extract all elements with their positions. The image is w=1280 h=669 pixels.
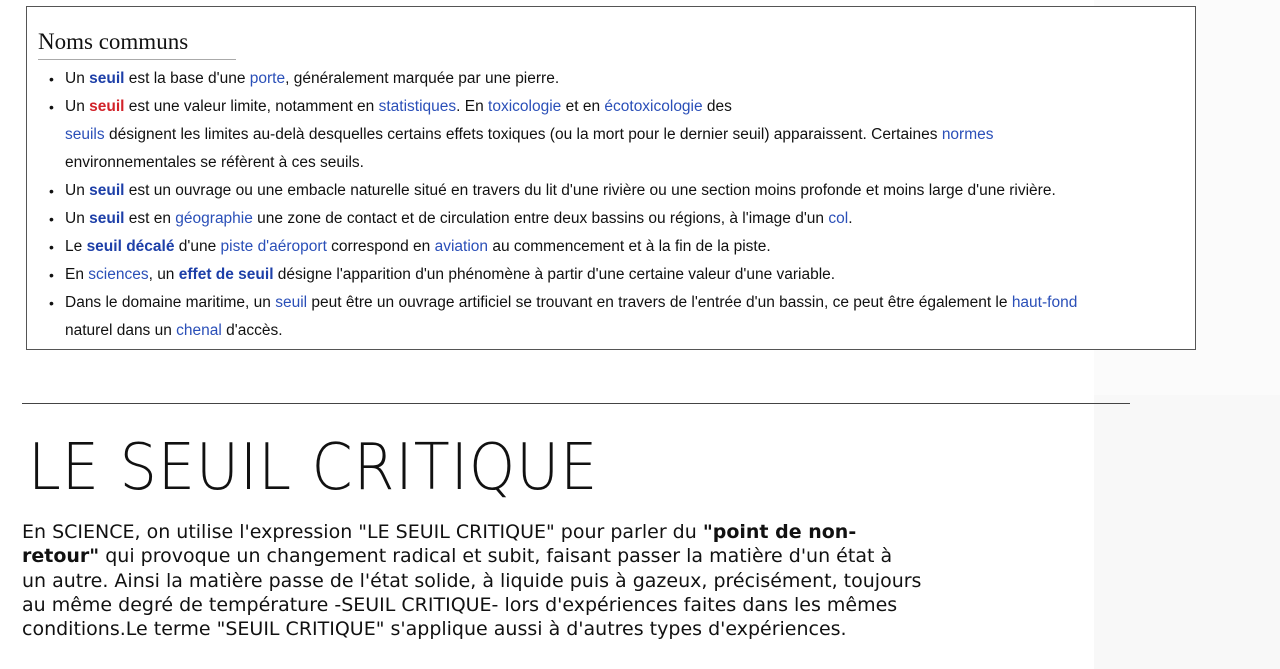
wiki-link[interactable]: col [828,210,849,227]
paragraph-emphasis: "point de non-retour" [22,521,857,568]
wiki-link[interactable]: haut-fond [1011,294,1078,311]
list-item [27,65,1197,93]
item-text: Un [65,210,90,227]
wiki-link[interactable]: seuil [275,294,308,311]
item-text: , généralement marquée par une pierre. [285,70,560,87]
item-text: est la base d'une [124,70,250,87]
item-text: environnementales se réfèrent à ces seuils. [65,154,364,171]
list-item [27,289,1197,345]
body-paragraph [22,520,922,641]
item-text: Le [65,238,87,255]
paragraph-rest: qui provoque un changement radical et subit, faisant passer la matière d'un état à un autre. Ainsi la matière passe de l'état solide, à liquide puis à gazeux, précisément, toujours au même degré de température -SEUIL CRITIQUE- lors d'expériences faites dans les mêmes conditions.Le terme "SEUIL CRITIQUE" s'applique aussi à d'autres types d'expériences. [22,545,922,641]
list-item [27,261,1197,289]
term-link[interactable]: seuil décalé [86,238,175,255]
horizontal-divider [22,403,1130,404]
wiki-link[interactable]: écotoxicologie [604,98,703,115]
item-text: Un [65,70,90,87]
item-text: En [65,266,89,283]
item-text: désigne l'apparition d'un phénomène à partir d'une certaine valeur d'une variable. [273,266,836,283]
page-title: LE SEUIL CRITIQUE [28,431,599,505]
wiki-link[interactable]: seuils [65,126,105,143]
wiki-link[interactable]: porte [249,70,286,87]
item-text: et en [561,98,605,115]
list-item [27,205,1197,233]
item-text: d'une [174,238,221,255]
item-text: des [702,98,732,115]
wiki-link[interactable]: aviation [434,238,489,255]
item-text: Dans le domaine maritime, un [65,294,276,311]
item-text: correspond en [326,238,435,255]
list-item [27,177,1197,205]
item-text: . En [456,98,489,115]
list-item [27,233,1197,261]
item-text: peut être un ouvrage artificiel se trouvant en travers de l'entrée d'un bassin, ce peut être également le [307,294,1012,311]
list-item [27,93,1197,177]
item-text: Un [65,182,90,199]
term-link[interactable]: seuil [89,70,125,87]
wiki-link[interactable]: géographie [175,210,253,227]
wiki-excerpt-box [26,6,1196,350]
wiki-link[interactable]: toxicologie [488,98,562,115]
item-text: est en [124,210,176,227]
item-text: désignent les limites au-delà desquelles certains effets toxiques (ou la mort pour le dernier seuil) apparaissent. Certaines [104,126,942,143]
item-text: d'accès. [221,322,283,339]
definition-list [27,65,1197,345]
item-text: naturel dans un [65,322,177,339]
wiki-link[interactable]: normes [941,126,994,143]
wiki-section-heading: Noms communs [38,29,236,60]
item-text: est un ouvrage ou une embacle naturelle situé en travers du lit d'une rivière ou une section moins profonde et moins large d'une rivière. [124,182,1056,199]
item-text: , un [148,266,179,283]
term-link[interactable]: seuil [89,182,125,199]
wiki-link[interactable]: statistiques [378,98,457,115]
wiki-link[interactable]: piste d'aéroport [220,238,327,255]
paragraph-intro: En SCIENCE, on utilise l'expression "LE SEUIL CRITIQUE" pour parler du [22,521,703,543]
wiki-link[interactable]: sciences [88,266,149,283]
item-text: une zone de contact et de circulation entre deux bassins ou régions, à l'image d'un [252,210,829,227]
wiki-link[interactable]: chenal [176,322,222,339]
term-link[interactable]: seuil [89,98,125,115]
item-text: Un [65,98,90,115]
item-text: est une valeur limite, notamment en [124,98,379,115]
item-text: au commencement et à la fin de la piste. [488,238,771,255]
term-link[interactable]: seuil [89,210,125,227]
item-text: . [848,210,853,227]
term-link[interactable]: effet de seuil [178,266,274,283]
